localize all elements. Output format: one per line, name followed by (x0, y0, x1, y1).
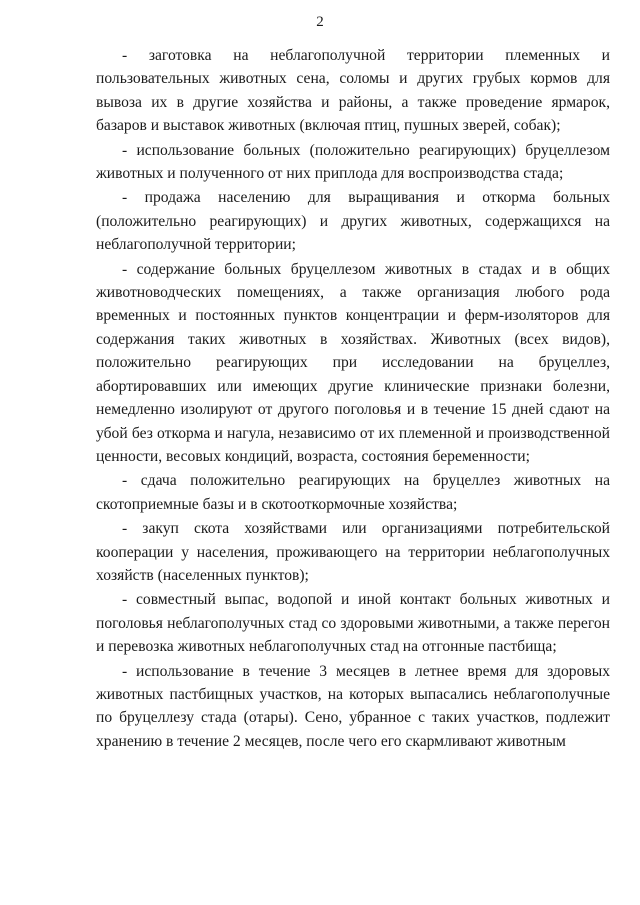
paragraph-livestock-purchase: - закуп скота хозяйствами или организациями потребительской кооперации у населения, проживающего на территории неблагополучных хозяйств (населенных пунктов); (96, 520, 610, 584)
document-body (96, 44, 610, 754)
paragraph-delivery-to-bases: - сдача положительно реагирующих на бруцеллез животных на скотоприемные базы и в скотооткормочные хозяйства; (96, 472, 610, 513)
paragraph-reproduction-use: - использование больных (положительно реагирующих) бруцеллезом животных и полученного от них приплода для воспроизводства стада; (96, 141, 610, 183)
page-number: 2 (316, 14, 324, 30)
paragraph-joint-grazing: - совместный выпас, водопой и иной контакт больных животных и поголовья неблагополучных стад со здоровыми животными, а также перегон и перевозка животных неблагополучных стад на отгонные пастбища; (96, 591, 610, 656)
paragraph-sale-to-population: - продажа населению для выращивания и откорма больных (положительно реагирующих) и других животных, содержащихся на неблагополучной территории; (96, 189, 610, 254)
paragraph-pasture-use: - использование в течение 3 месяцев в летнее время для здоровых животных пастбищных участков, на которых выпасались неблагополучные по бруцеллезу стада (отары). Сено, убранное с таких участков, подлежит хранению в течение 2 месяцев, после чего его скармливают животным (96, 662, 610, 750)
paragraph-keeping-sick-animals: - содержание больных бруцеллезом животных в стадах и в общих животноводческих помещениях, а также организация любого рода временных и постоянных пунктов концентрации и ферм-изоляторов для содержания таких животных в хозяйствах. Животных (всех видов), положительно реагирующих при исследовании на бруцеллез, абортировавших или имеющих другие клинические признаки болезни, немедленно изолируют от другого поголовья и в течение 15 дней сдают на убой без откорма и нагула, независимо от их племенной и производственной ценности, весовых кондиций, возраста, состояния беременности; (96, 260, 610, 465)
paragraph-hay-procurement: - заготовка на неблагополучной территории племенных и пользовательных животных сена, соломы и других грубых кормов для вывоза их в другие хозяйства и районы, а также проведение ярмарок, базаров и выставок животных (включая птиц, пушных зверей, собак); (96, 47, 610, 135)
